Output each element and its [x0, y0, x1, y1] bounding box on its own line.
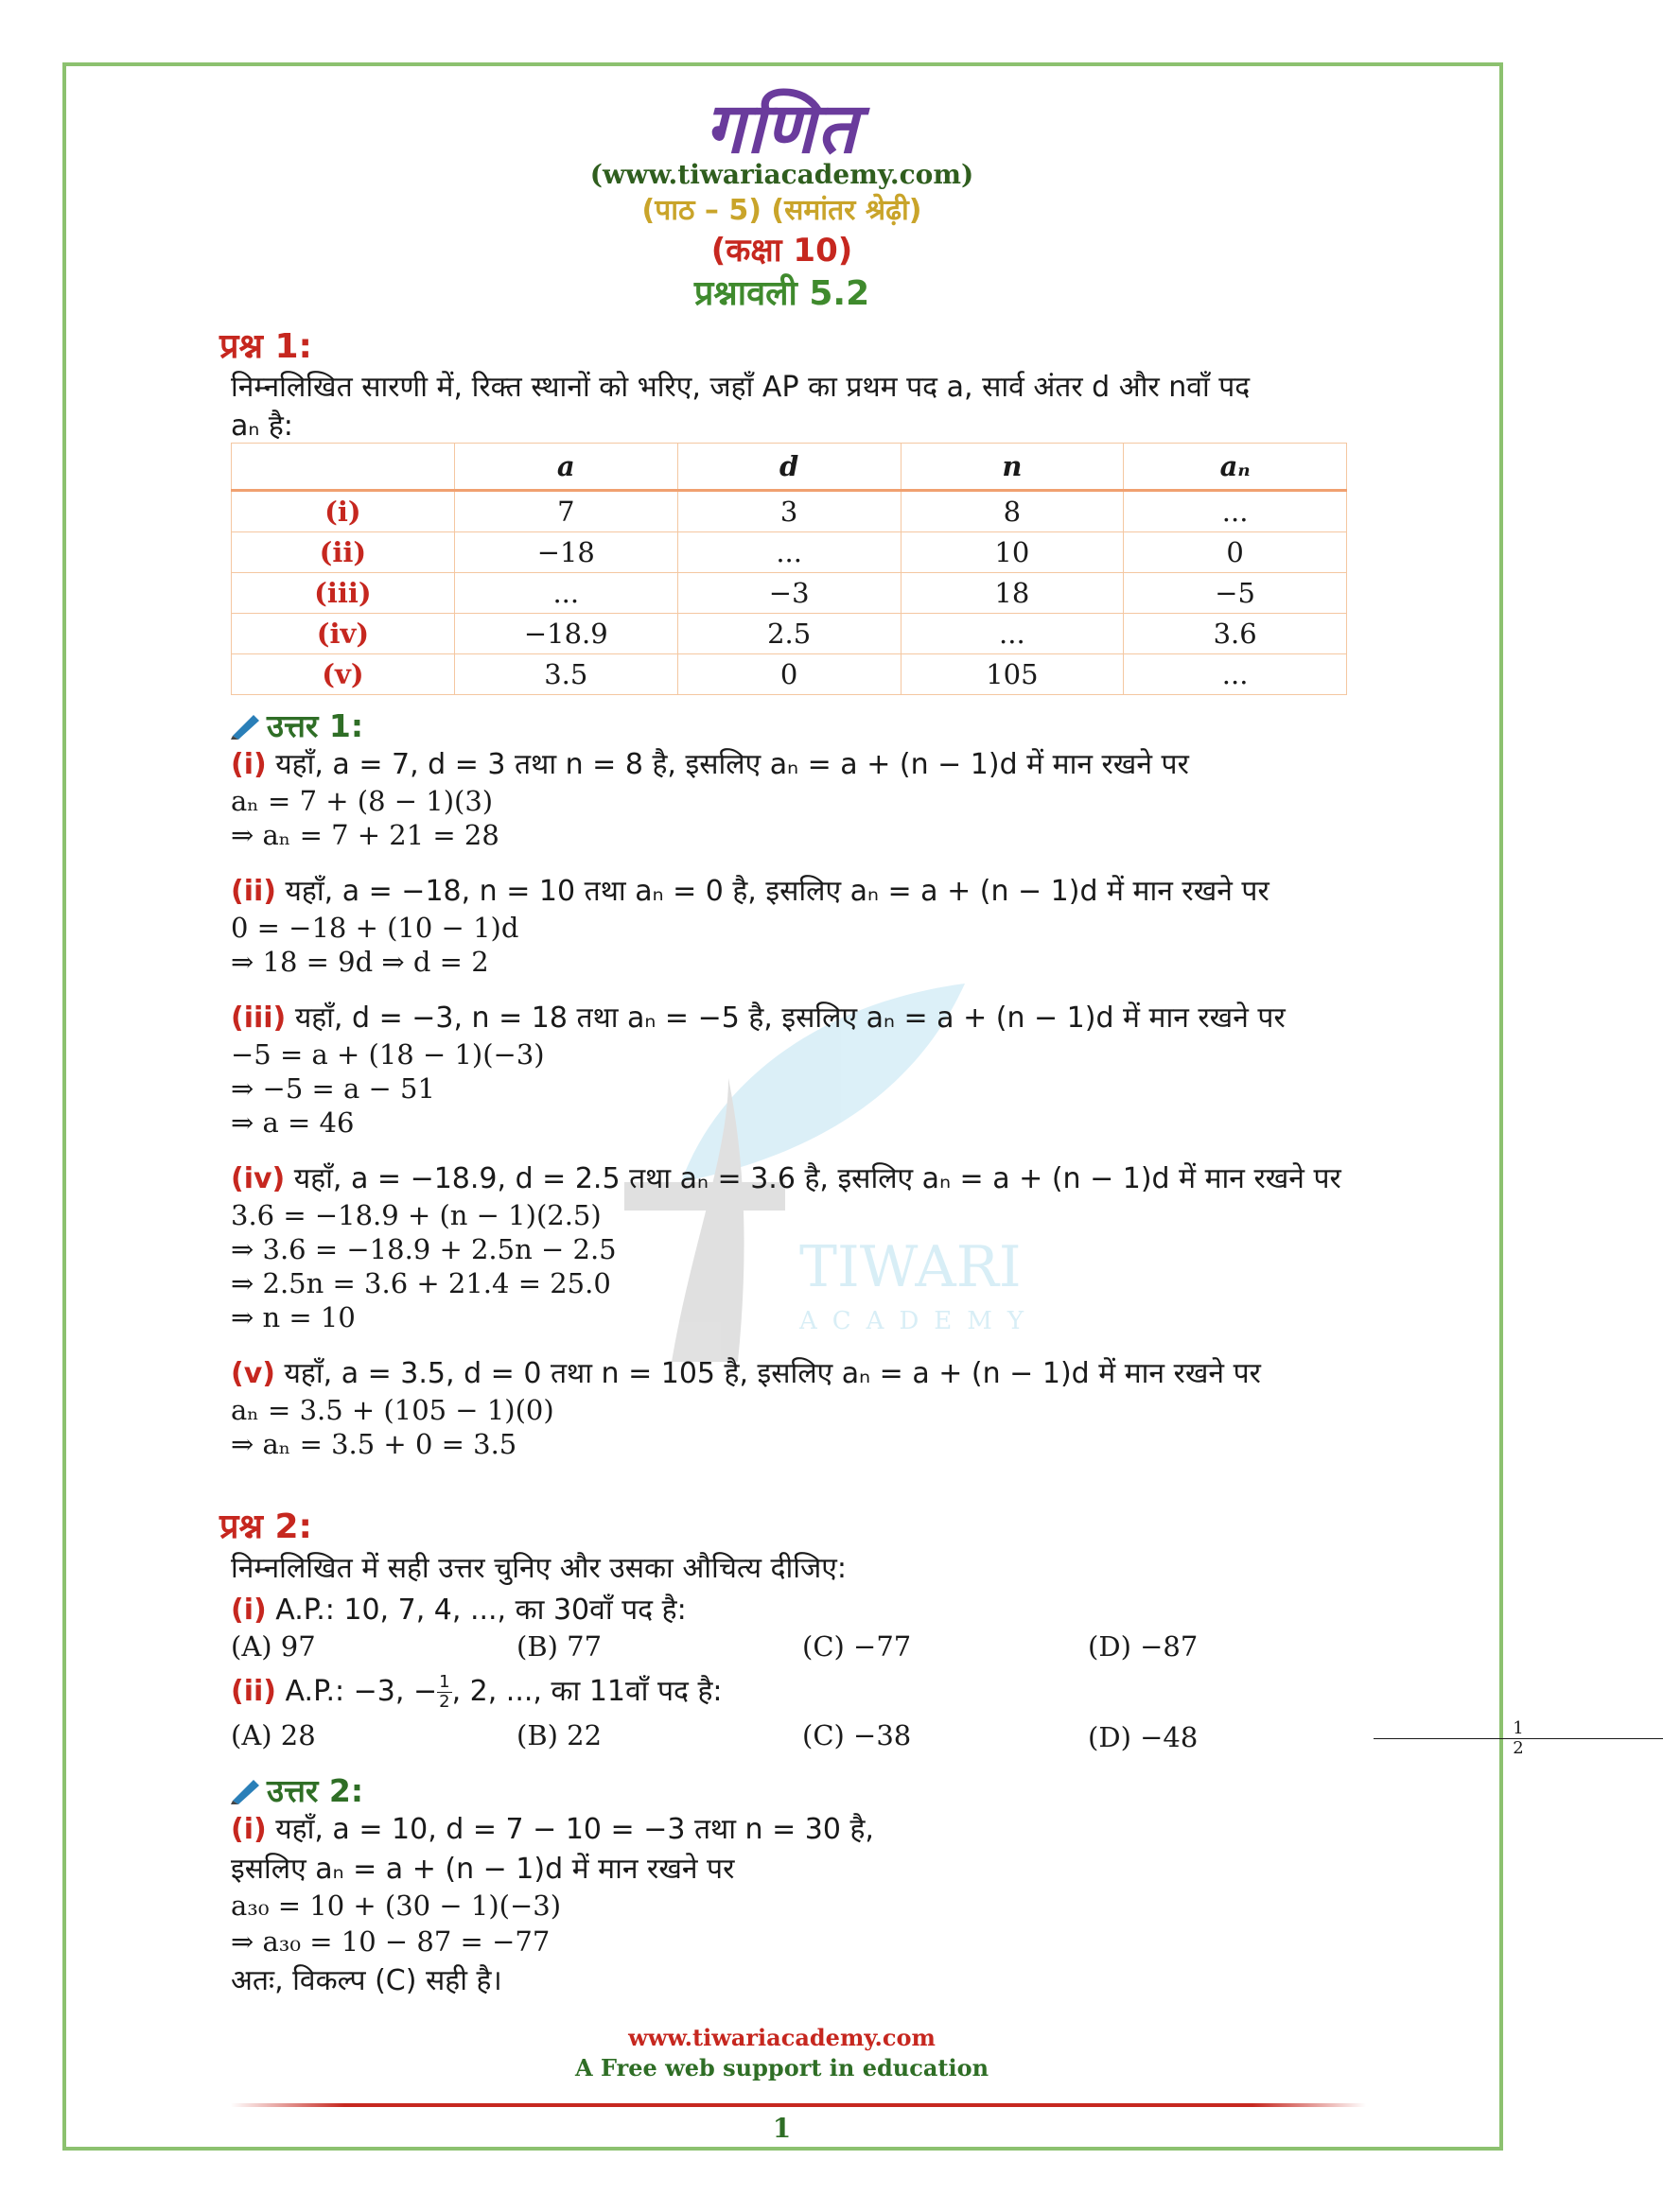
table-header: aₙ: [1124, 444, 1347, 491]
answer-1-i-line-1: [231, 743, 1189, 782]
table-cell: ...: [1124, 491, 1347, 532]
table-header: n: [901, 444, 1124, 491]
answer-1-iv-line-2: 3.6 = −18.9 + (n − 1)(2.5): [231, 1199, 602, 1231]
question-text: A.P.: 10, 7, 4, ..., का 30वाँ पद है:: [266, 1594, 687, 1627]
table-cell: (ii): [232, 532, 455, 573]
watermark-brand: TIWARI: [799, 1234, 1022, 1300]
option-d: [1088, 1718, 1524, 1758]
answer-2-line-4: ⇒ a₃₀ = 10 − 87 = −77: [231, 1925, 551, 1958]
page-title: गणित: [705, 88, 859, 169]
question-text-a: A.P.: −3, −: [276, 1675, 438, 1708]
question-2-i: [231, 1589, 687, 1628]
chapter-title: (पाठ – 5) (समांतर श्रेढ़ी): [641, 194, 922, 227]
answer-2-heading-row: [231, 1768, 363, 1811]
table-cell: 7: [454, 491, 677, 532]
answer-1-iii-line-3: ⇒ −5 = a − 51: [231, 1072, 435, 1105]
table-header: a: [454, 444, 677, 491]
answer-1-ii-line-2: 0 = −18 + (10 − 1)d: [231, 912, 519, 944]
table-row: [232, 654, 1347, 695]
answer-text: यहाँ, a = −18, n = 10 तथा aₙ = 0 है, इसलिए aₙ = a + (n − 1)d में मान रखने पर: [276, 875, 1269, 908]
pencil-icon: [231, 711, 263, 740]
answer-text: यहाँ, a = −18.9, d = 2.5 तथा aₙ = 3.6 है, इसलिए aₙ = a + (n − 1)d में मान रखने पर: [285, 1162, 1341, 1195]
table-cell: −18: [454, 532, 677, 573]
part-label: (i): [231, 748, 267, 781]
table-row: [232, 532, 1347, 573]
table-header: [232, 444, 455, 491]
question-2-ii-options: [231, 1718, 1524, 1758]
footer-site-link[interactable]: www.tiwariacademy.com: [628, 2024, 936, 2051]
answer-1-iii-line-1: [231, 997, 1286, 1036]
option-d: (D) −87: [1088, 1630, 1199, 1663]
table-cell: (i): [232, 491, 455, 532]
answer-2-heading: उत्तर 2:: [267, 1772, 364, 1809]
fraction: [1374, 1719, 1659, 1758]
fraction-denominator: 2: [1513, 1738, 1524, 1758]
page-number: 1: [772, 2113, 792, 2144]
table-cell: (iii): [232, 573, 455, 614]
answer-text: यहाँ, a = 3.5, d = 0 तथा n = 105 है, इसलिए aₙ = a + (n − 1)d में मान रखने पर: [274, 1357, 1261, 1390]
footer-divider: [231, 2103, 1366, 2107]
table-header: d: [677, 444, 901, 491]
answer-text: यहाँ, d = −3, n = 18 तथा aₙ = −5 है, इसलिए aₙ = a + (n − 1)d में मान रखने पर: [286, 1001, 1286, 1035]
question-2-intro: निम्नलिखित में सही उत्तर चुनिए और उसका औचित्य दीजिए:: [231, 1552, 847, 1585]
answer-1-v-line-3: ⇒ aₙ = 3.5 + 0 = 3.5: [231, 1428, 517, 1460]
answer-1-v-line-1: [231, 1352, 1261, 1391]
fraction-numerator: 1: [1374, 1719, 1663, 1739]
table-cell: −3: [677, 573, 901, 614]
part-label: (ii): [231, 1675, 276, 1708]
table-cell: 18: [901, 573, 1124, 614]
class-label: (कक्षा 10): [710, 232, 853, 270]
table-row: [232, 491, 1347, 532]
table-cell: 0: [677, 654, 901, 695]
answer-1-iii-line-4: ⇒ a = 46: [231, 1106, 355, 1139]
table-cell: (iv): [232, 614, 455, 654]
table-cell: 3: [677, 491, 901, 532]
option-c: (C) −38: [802, 1719, 912, 1751]
answer-1-iv-line-5: ⇒ n = 10: [231, 1301, 356, 1333]
option-c: (C) −77: [802, 1630, 912, 1663]
answer-1-heading: उत्तर 1:: [267, 707, 364, 744]
table-cell: (v): [232, 654, 455, 695]
table-cell: 2.5: [677, 614, 901, 654]
question-text-b: , 2, ..., का 11वाँ पद है:: [451, 1675, 723, 1708]
question-1-table: [231, 443, 1347, 695]
pencil-icon: [231, 1776, 263, 1804]
answer-1-i-line-3: ⇒ aₙ = 7 + 21 = 28: [231, 819, 499, 851]
table-cell: ...: [901, 614, 1124, 654]
table-cell: 10: [901, 532, 1124, 573]
answer-2-line-5: अतः, विकल्प (C) सही है।: [231, 1964, 502, 1997]
table-cell: 3.5: [454, 654, 677, 695]
answer-1-ii-line-1: [231, 870, 1269, 909]
table-cell: ...: [1124, 654, 1347, 695]
part-label: (v): [231, 1357, 275, 1390]
answer-1-iv-line-4: ⇒ 2.5n = 3.6 + 21.4 = 25.0: [231, 1267, 611, 1299]
header-site: (www.tiwariacademy.com): [589, 159, 974, 190]
answer-1-iii-line-2: −5 = a + (18 − 1)(−3): [231, 1038, 545, 1071]
table-cell: 8: [901, 491, 1124, 532]
table-cell: 105: [901, 654, 1124, 695]
question-1-heading: प्रश्न 1:: [219, 327, 312, 366]
table-header-row: [232, 444, 1347, 491]
question-1-text-2: aₙ है:: [231, 409, 293, 443]
option-a: (A) 28: [231, 1719, 316, 1751]
part-label: (iv): [231, 1162, 286, 1195]
answer-1-heading-row: [231, 704, 363, 746]
part-label: (i): [231, 1813, 267, 1846]
option-b: (B) 77: [516, 1630, 603, 1663]
answer-2-line-2: इसलिए aₙ = a + (n − 1)d में मान रखने पर: [231, 1853, 735, 1886]
answer-2-line-3: a₃₀ = 10 + (30 − 1)(−3): [231, 1890, 562, 1922]
answer-text: यहाँ, a = 7, d = 3 तथा n = 8 है, इसलिए aₙ = a + (n − 1)d में मान रखने पर: [266, 748, 1189, 781]
table-cell: 0: [1124, 532, 1347, 573]
question-2-ii: [231, 1670, 723, 1712]
answer-1-i-line-2: aₙ = 7 + (8 − 1)(3): [231, 785, 494, 817]
watermark-sub: ACADEMY: [799, 1307, 1040, 1335]
option-a: (A) 97: [231, 1630, 316, 1663]
footer-tagline: A Free web support in education: [574, 2054, 989, 2081]
table-row: [232, 614, 1347, 654]
answer-2-line-1: [231, 1808, 874, 1847]
part-label: (ii): [231, 875, 276, 908]
answer-1-v-line-2: aₙ = 3.5 + (105 − 1)(0): [231, 1394, 554, 1426]
fraction-denominator: 2: [439, 1692, 450, 1712]
table-cell: ...: [677, 532, 901, 573]
answer-1-iv-line-1: [231, 1158, 1341, 1196]
answer-1-ii-line-3: ⇒ 18 = 9d ⇒ d = 2: [231, 946, 489, 978]
table-cell: −18.9: [454, 614, 677, 654]
exercise-title: प्रश्नावली 5.2: [693, 274, 870, 313]
part-label: (iii): [231, 1001, 287, 1035]
fraction: [437, 1673, 451, 1712]
question-2-heading: प्रश्न 2:: [219, 1507, 312, 1546]
table-row: [232, 573, 1347, 614]
answer-1-iv-line-3: ⇒ 3.6 = −18.9 + 2.5n − 2.5: [231, 1233, 617, 1265]
table-cell: ...: [454, 573, 677, 614]
option-b: (B) 22: [516, 1719, 603, 1751]
question-1-text: निम्नलिखित सारणी में, रिक्त स्थानों को भरिए, जहाँ AP का प्रथम पद a, सार्व अंतर d और nवाँ पद: [231, 371, 1251, 404]
fraction-numerator: 1: [439, 1672, 450, 1692]
question-2-i-options: [231, 1630, 1374, 1663]
table-cell: 3.6: [1124, 614, 1347, 654]
part-label: (i): [231, 1594, 267, 1627]
table-cell: −5: [1124, 573, 1347, 614]
answer-text: यहाँ, a = 10, d = 7 − 10 = −3 तथा n = 30 है,: [266, 1813, 874, 1846]
option-d-text: (D) −48: [1088, 1720, 1199, 1753]
